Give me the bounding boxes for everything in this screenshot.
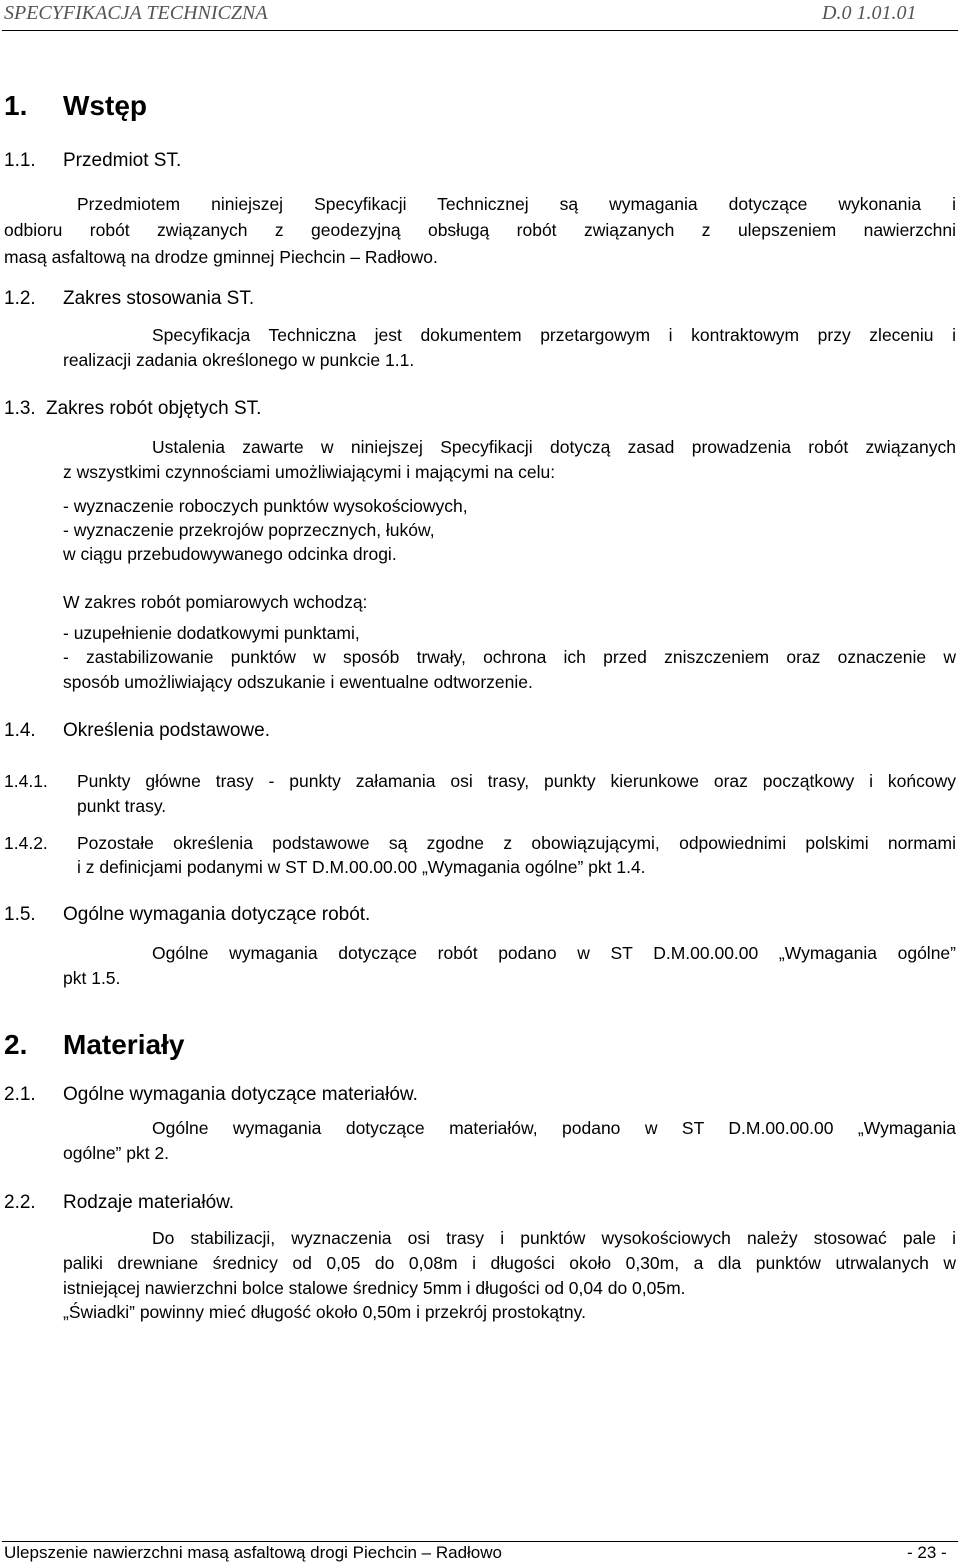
- para-1-3-line: z wszystkimi czynnościami umożliwiającymi i mającymi na celu:: [63, 462, 556, 482]
- section-1-5-title: Ogólne wymagania dotyczące robót.: [63, 904, 371, 925]
- list-item: sposób umożliwiający odszukanie i ewentualne odtworzenie.: [63, 672, 533, 692]
- definition-number: 1.4.2.: [4, 833, 48, 853]
- section-2-2-number: 2.2.: [4, 1192, 36, 1213]
- list-item: - wyznaczenie roboczych punktów wysokościowych,: [63, 496, 468, 516]
- header-title: SPECYFIKACJA TECHNICZNA: [4, 2, 268, 24]
- definition-text: Pozostałe określenia podstawowe są zgodne z obowiązującymi, odpowiednimi polskimi normami: [77, 833, 956, 853]
- section-1-title: Wstęp: [63, 90, 147, 121]
- section-1-3-number: 1.3.: [4, 398, 36, 419]
- section-2-1-number: 2.1.: [4, 1084, 36, 1105]
- section-2-title: Materiały: [63, 1029, 185, 1060]
- para-1-2-line: Specyfikacja Techniczna jest dokumentem przetargowym i kontraktowym przy zleceniu i: [152, 325, 956, 345]
- list-item: - wyznaczenie przekrojów poprzecznych, łuków,: [63, 520, 435, 540]
- para-1-1-line: masą asfaltową na drodze gminnej Piechcin – Radłowo.: [4, 247, 438, 267]
- list-item: w ciągu przebudowywanego odcinka drogi.: [63, 544, 397, 564]
- footer-divider: [2, 1541, 958, 1542]
- section-2-1-title: Ogólne wymagania dotyczące materiałów.: [63, 1084, 418, 1105]
- section-1-1-title: Przedmiot ST.: [63, 150, 182, 171]
- section-1-2-title: Zakres stosowania ST.: [63, 288, 255, 309]
- header-divider: [2, 30, 958, 31]
- para-1-2-line: realizacji zadania określonego w punkcie 1.1.: [63, 350, 415, 370]
- para-1-5-line: pkt 1.5.: [63, 968, 121, 988]
- para-1-3-line: Ustalenia zawarte w niniejszej Specyfikacji dotyczą zasad prowadzenia robót związanych: [152, 437, 956, 457]
- para-1-1-line: odbioru robót związanych z geodezyjną obsługą robót związanych z ulepszeniem nawierzchni: [4, 220, 956, 240]
- para-1-5-line: Ogólne wymagania dotyczące robót podano w ST D.M.00.00.00 „Wymagania ogólne”: [152, 943, 956, 963]
- definition-text: i z definicjami podanymi w ST D.M.00.00.00 „Wymagania ogólne” pkt 1.4.: [77, 857, 646, 877]
- section-1-number: 1.: [4, 90, 28, 121]
- section-1-1-number: 1.1.: [4, 150, 36, 171]
- definition-number: 1.4.1.: [4, 771, 48, 791]
- para-2-2-line: Do stabilizacji, wyznaczenia osi trasy i punktów wysokościowych należy stosować pale i: [152, 1228, 956, 1248]
- section-1-4-number: 1.4.: [4, 720, 36, 741]
- footer-title: Ulepszenie nawierzchni masą asfaltową drogi Piechcin – Radłowo: [4, 1543, 502, 1562]
- definition-text: punkt trasy.: [77, 796, 167, 816]
- para-2-2-line: „Świadki” powinny mieć długość około 0,50m i przekrój prostokątny.: [63, 1302, 586, 1322]
- section-1-2-number: 1.2.: [4, 288, 36, 309]
- para-2-2-line: istniejącej nawierzchni bolce stalowe średnicy 5mm i długości od 0,04 do 0,05m.: [63, 1278, 686, 1298]
- para-2-1-line: Ogólne wymagania dotyczące materiałów, podano w ST D.M.00.00.00 „Wymagania: [152, 1118, 956, 1138]
- para-1-1-line: Przedmiotem niniejszej Specyfikacji Technicznej są wymagania dotyczące wykonania i: [77, 194, 956, 214]
- definition-text: Punkty główne trasy - punkty załamania osi trasy, punkty kierunkowe oraz początkowy i końcowy: [77, 771, 956, 791]
- page-number: - 23 -: [907, 1543, 947, 1562]
- para-2-2-line: paliki drewniane średnicy od 0,05 do 0,08m i długości około 0,30m, a dla punktów utrwalanych w: [63, 1253, 956, 1273]
- para-1-3-scope: W zakres robót pomiarowych wchodzą:: [63, 592, 368, 612]
- section-1-5-number: 1.5.: [4, 904, 36, 925]
- header-code: D.0 1.01.01: [822, 2, 917, 24]
- section-1-4-title: Określenia podstawowe.: [63, 720, 270, 741]
- section-1-3-title: Zakres robót objętych ST.: [46, 398, 262, 419]
- section-2-2-title: Rodzaje materiałów.: [63, 1192, 235, 1213]
- list-item: - zastabilizowanie punktów w sposób trwały, ochrona ich przed zniszczeniem oraz oznaczenie w: [63, 647, 956, 667]
- section-2-number: 2.: [4, 1029, 28, 1060]
- para-2-1-line: ogólne” pkt 2.: [63, 1143, 170, 1163]
- list-item: - uzupełnienie dodatkowymi punktami,: [63, 623, 360, 643]
